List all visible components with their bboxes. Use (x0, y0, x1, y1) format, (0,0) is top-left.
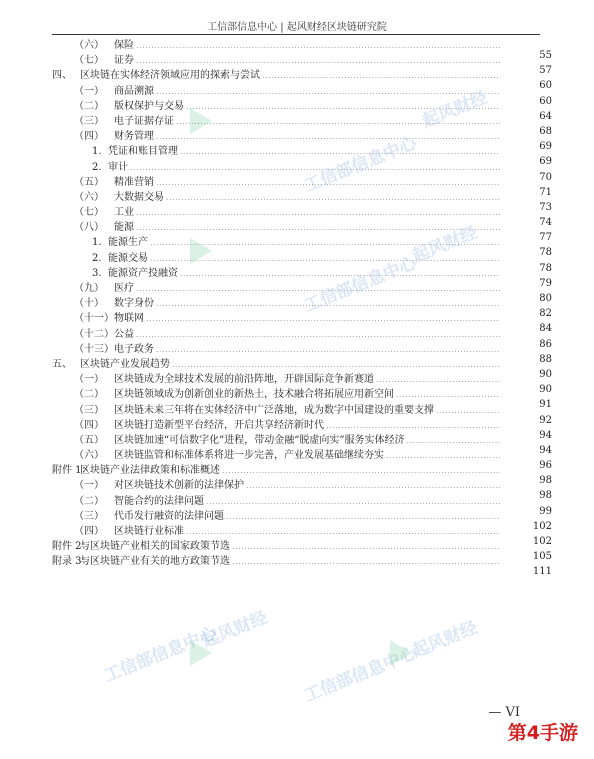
toc-page-number: 105 (532, 551, 552, 563)
toc-entry-title: 财务管理 (114, 131, 154, 143)
toc-leader-dots (172, 357, 500, 372)
toc-entry-number: （二） (74, 495, 104, 507)
corner-brand-logo: 第4手游 (507, 722, 578, 744)
toc-page-number: 99 (539, 505, 552, 517)
toc-entry-title: 数字身份 (114, 298, 154, 310)
toc-page-number: 60 (539, 80, 552, 92)
toc-leader-dots (156, 84, 500, 99)
toc-entry-number: （十） (74, 298, 104, 310)
toc-page-number: 57 (539, 65, 552, 77)
toc-leader-dots (206, 494, 500, 509)
toc-page-number: 90 (539, 384, 552, 396)
toc-entry-title: 区块链打造新型平台经济，开启共享经济新时代 (114, 419, 324, 431)
toc-entry-title: 区块链未来三年将在实体经济中广泛落地，成为数字中国建设的重要支撑 (114, 404, 434, 416)
toc-leader-dots (376, 372, 500, 387)
toc-entry-number: （一） (74, 480, 104, 492)
toc-entry-number: （六） (74, 40, 104, 51)
toc-entry-number: （十二） (74, 328, 114, 340)
toc-entry-title: 区块链加速“可信数字化”进程，带动金融“脱虚向实”服务实体经济 (114, 434, 405, 446)
toc-leader-dots (136, 53, 500, 68)
watermark-1: 工信部信息中心 (301, 133, 420, 197)
watermark-7: 工信部信息中心 (301, 643, 420, 707)
toc-entry-number: （六） (74, 450, 104, 462)
watermark-logo-icon (390, 640, 412, 666)
toc-entry-number: （十一） (74, 313, 114, 325)
toc-leader-dots (186, 99, 500, 114)
toc-entry-title: 区块链产业发展趋势 (80, 358, 170, 370)
toc-leader-dots (176, 114, 500, 129)
toc-page-number: 91 (539, 399, 552, 411)
toc-entry-number: （三） (74, 404, 104, 416)
toc-entry-number: （五） (74, 176, 104, 188)
toc-page-number: 98 (539, 475, 552, 487)
toc-entry-title: 能源资产投融资 (108, 267, 178, 279)
toc-leader-dots (146, 311, 500, 326)
toc-leader-dots (150, 251, 500, 266)
toc-leader-dots (136, 38, 500, 53)
toc-entry-title: 保险 (114, 40, 134, 51)
toc-leader-dots (406, 433, 500, 448)
toc-entry-title: 能源 (114, 222, 134, 234)
toc-leader-dots (136, 205, 500, 220)
watermark-3: 起风财经 (409, 222, 481, 267)
toc-leader-dots (326, 418, 500, 433)
toc-page-number: 73 (539, 201, 552, 213)
toc-leader-dots (156, 296, 500, 311)
toc-page-number: 98 (539, 490, 552, 502)
toc-entry-number: （二） (74, 100, 104, 112)
toc-entry-title: 审计 (108, 161, 128, 173)
toc-entry-number: （一） (74, 85, 104, 97)
toc-leader-dots (150, 235, 500, 250)
toc-leader-dots (232, 539, 500, 554)
toc-leader-dots (136, 327, 500, 342)
table-of-contents (52, 38, 552, 578)
toc-page-number: 102 (532, 520, 552, 532)
toc-leader-dots (396, 387, 500, 402)
toc-page-number: 77 (539, 232, 552, 244)
toc-leader-dots (180, 266, 500, 281)
toc-leader-dots (262, 68, 500, 83)
toc-entry-number: （四） (74, 419, 104, 431)
toc-entry-title: 区块链在实体经济领域应用的探索与尝试 (80, 70, 260, 82)
toc-leader-dots (156, 342, 500, 357)
toc-entry-title: 区块链领域成为创新创业的新热土，技术融合将拓展应用新空间 (114, 389, 394, 401)
toc-page-number: 80 (539, 293, 552, 304)
toc-leader-dots (226, 509, 500, 524)
toc-page-number: 79 (539, 277, 552, 289)
toc-entry-number: （四） (74, 131, 104, 143)
toc-entry-number: 1. (92, 146, 102, 158)
toc-entry-number: 五、 (52, 358, 72, 370)
toc-entry-title: 能源交易 (108, 252, 148, 264)
toc-leader-dots (136, 281, 500, 296)
toc-page-number: 55 (539, 50, 552, 61)
toc-entry-title: 商品溯源 (114, 85, 154, 97)
toc-entry-title: 能源生产 (108, 237, 148, 249)
watermark-6: 起风财经 (199, 607, 271, 652)
toc-page-number: 111 (532, 566, 552, 578)
toc-entry-title: 代币发行融资的法律问题 (114, 510, 224, 522)
toc-leader-dots (222, 463, 500, 478)
toc-entry-title: 与区块链产业有关的地方政策节选 (80, 556, 230, 568)
toc-leader-dots (130, 160, 500, 175)
toc-entry-number: （七） (74, 55, 104, 67)
toc-entry-number: （九） (74, 283, 104, 294)
toc-entry-title: 精准营销 (114, 176, 154, 188)
toc-page-number: 70 (539, 171, 552, 183)
watermark-8: 起风财经 (409, 617, 481, 662)
header-rule (52, 34, 540, 35)
toc-entry-number: （六） (74, 191, 104, 203)
toc-leader-dots (232, 554, 500, 569)
toc-entry-title: 电子政务 (114, 343, 154, 355)
toc-page-number: 69 (539, 141, 552, 153)
toc-leader-dots (166, 190, 500, 205)
toc-entry-number: （十三） (74, 343, 114, 355)
toc-page-number: 60 (539, 95, 552, 107)
toc-entry-number: 3. (92, 267, 102, 279)
toc-entry-title: 区块链产业法律政策和标准概述 (80, 465, 220, 477)
toc-entry-title: 大数据交易 (114, 191, 164, 203)
toc-page-number: 94 (539, 429, 552, 441)
toc-entry-title: 物联网 (114, 313, 144, 325)
toc-entry-number: （七） (74, 207, 104, 219)
toc-page-number: 90 (539, 368, 552, 380)
toc-page-number: 69 (539, 156, 552, 168)
toc-entry-number: 附件 2： (52, 541, 92, 553)
toc-entry-number: （四） (74, 526, 104, 537)
toc-entry-number: （三） (74, 510, 104, 522)
toc-leader-dots (156, 129, 500, 144)
toc-entry-title: 版权保护与交易 (114, 100, 184, 112)
toc-entry-title: 凭证和账目管理 (108, 146, 178, 158)
toc-page-number: 68 (539, 125, 552, 137)
toc-entry-number: （一） (74, 374, 104, 386)
page-header: 工信部信息中心 | 起风财经区块链研究院 (207, 22, 387, 33)
toc-page-number: 102 (532, 536, 552, 547)
toc-entry-title: 电子证据存证 (114, 115, 174, 127)
toc-entry-title: 对区块链技术创新的法律保护 (114, 480, 244, 492)
toc-entry-title: 公益 (114, 328, 134, 340)
toc-entry-number: 2. (92, 252, 102, 264)
toc-entry-number: 1. (92, 237, 102, 249)
toc-entry-number: 附件 1： (52, 465, 92, 477)
toc-leader-dots (436, 403, 500, 418)
toc-leader-dots (180, 144, 500, 159)
toc-page-number: 86 (539, 338, 552, 350)
toc-entry-title: 区块链监管和标准体系将进一步完善，产业发展基础继续夯实 (114, 450, 384, 462)
toc-leader-dots (156, 175, 500, 190)
toc-entry-number: 四、 (52, 70, 72, 82)
page-number-label: — VI (488, 705, 520, 720)
toc-entry-number: 附录 3： (52, 556, 92, 568)
toc-page-number: 82 (539, 308, 552, 320)
toc-page-number: 74 (539, 217, 552, 229)
watermark-4: 工信部信息中心 (301, 253, 420, 317)
toc-leader-dots (386, 448, 500, 463)
toc-page-number: 64 (539, 110, 552, 122)
toc-leader-dots (246, 478, 500, 493)
toc-page-number: 84 (539, 323, 552, 335)
watermark-5: 工信部信息中心 (101, 623, 220, 687)
toc-entry-title: 区块链成为全球技术发展的前沿阵地，开辟国际竞争新赛道 (114, 374, 374, 386)
watermark-logo-icon (190, 640, 212, 666)
toc-entry-title: 智能合约的法律问题 (114, 495, 204, 507)
toc-entry-title: 证券 (114, 55, 134, 67)
toc-entry-title: 与区块链产业相关的国家政策节选 (80, 541, 230, 553)
toc-page-number: 94 (539, 444, 552, 456)
toc-page-number: 92 (539, 414, 552, 426)
toc-entry-title: 区块链行业标准 (114, 526, 184, 537)
toc-entry-title: 工业 (114, 207, 134, 219)
toc-entry-number: （八） (74, 222, 104, 234)
toc-leader-dots (136, 220, 500, 235)
toc-entry-number: （三） (74, 115, 104, 127)
toc-page-number: 71 (539, 186, 552, 198)
toc-leader-dots (186, 524, 500, 539)
toc-entry-number: （二） (74, 389, 104, 401)
watermark-2: 起风财经 (419, 87, 491, 132)
toc-entry-number: 2. (92, 161, 102, 173)
toc-page-number: 88 (539, 353, 552, 365)
toc-page-number: 96 (539, 460, 552, 472)
toc-page-number: 78 (539, 262, 552, 274)
toc-entry-number: （五） (74, 434, 104, 446)
toc-page-number: 78 (539, 247, 552, 259)
toc-entry-title: 医疗 (114, 283, 134, 294)
